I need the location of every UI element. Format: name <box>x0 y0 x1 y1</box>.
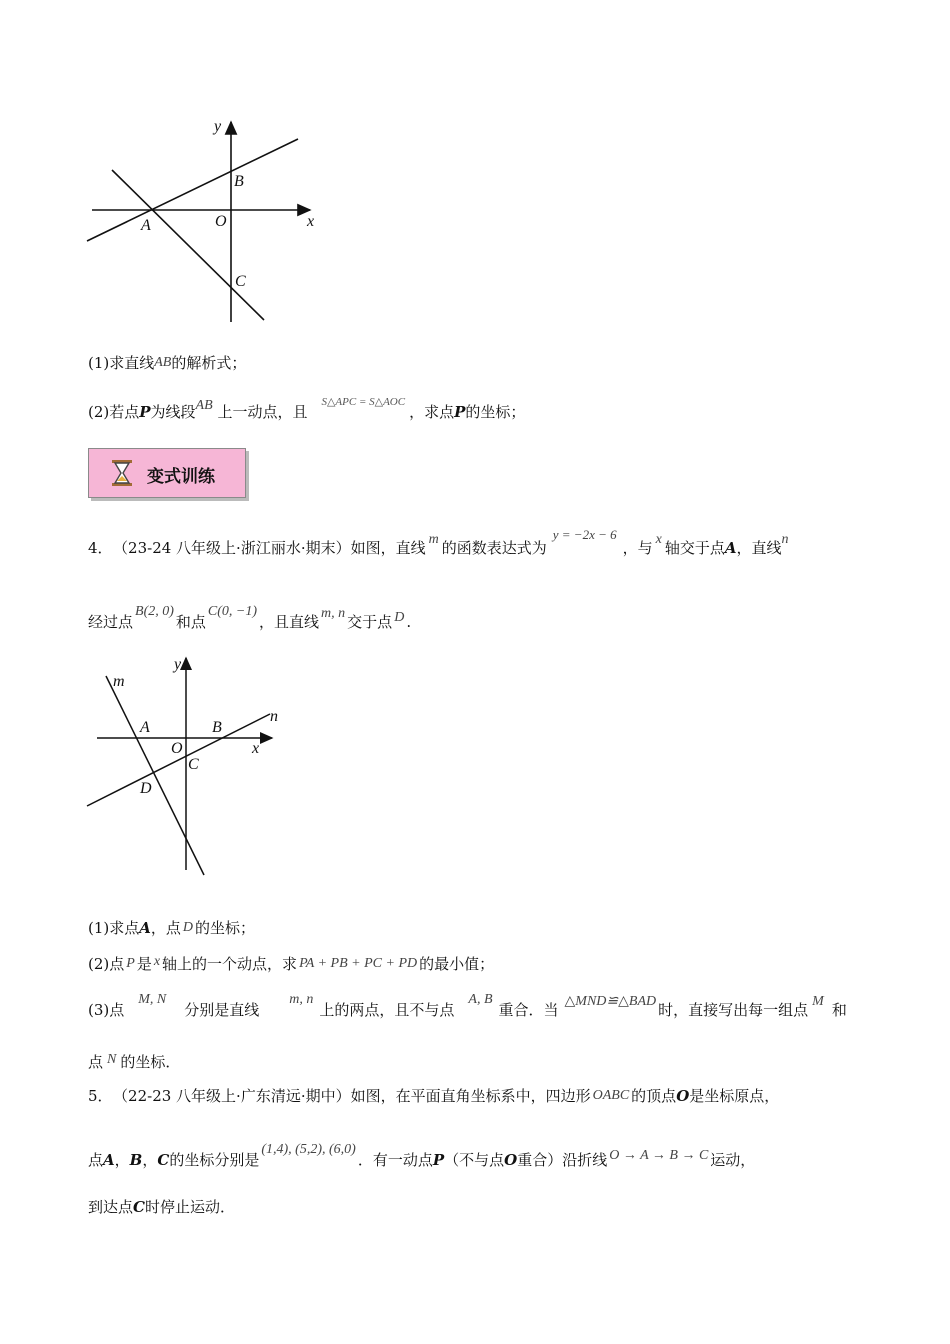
q4-line2: 经过点B(2, 0)和点C(0, −1)，且直线 m, n 交于点 D . <box>88 604 412 631</box>
q5-line3: 到达点C时停止运动． <box>88 1198 235 1216</box>
sum-expression: PA + PB + PC + PD <box>299 956 418 971</box>
label-b: B <box>212 719 222 736</box>
label-o: O <box>215 213 227 230</box>
label-b: B <box>234 173 244 190</box>
label-x: x <box>252 740 260 757</box>
figure-coordinate-lines-ab <box>80 112 330 327</box>
label-y: y <box>174 656 182 673</box>
q3-part1: (1)求直线AB的解析式； <box>88 354 247 372</box>
q4-part2: (2)点 P 是 x 轴上的一个动点，求 PA + PB + PC + PD 的最小值； <box>88 954 495 973</box>
label-d: D <box>140 780 152 797</box>
label-n: n <box>270 708 278 725</box>
figure-lines-m-n <box>82 655 292 880</box>
line-n <box>87 714 270 806</box>
line-m <box>106 676 204 875</box>
q4-part3-line2: 点 N 的坐标． <box>88 1052 181 1071</box>
label-a: A <box>140 719 150 736</box>
banner-label: 变式训练 <box>147 467 215 487</box>
q5-line2: 点A，B，C的坐标分别是(1,4), (5,2), (6,0)．有一动点P（不与点O重合）沿折线 O → A → B → C 运动， <box>88 1142 756 1169</box>
q3-part2: (2)若点P为线段AB 上一动点，且$^{S\triangle APC = S\triangle AOC}$，求点P的坐标； <box>88 396 526 421</box>
label-o: O <box>171 740 183 757</box>
label-x: x <box>307 213 315 230</box>
function-expression: y = −2x − 6 <box>552 527 617 542</box>
label-y: y <box>214 118 222 135</box>
hourglass-icon <box>109 459 135 487</box>
line-ab <box>87 139 298 241</box>
q4-part1: (1)求点A，点 D 的坐标； <box>88 919 256 937</box>
area-equation: S△APC = S△AOC <box>321 396 406 408</box>
q4-line1: 4． （23-24 八年级上·浙江丽水·期末）如图，直线 m 的函数表达式为y = −2x − 6，与 x 轴交于点A，直线n <box>88 527 789 557</box>
path-expression: O → A → B → C <box>609 1148 709 1163</box>
label-a: A <box>141 217 151 234</box>
label-c: C <box>188 756 199 773</box>
q5-line1: 5． （22-23 八年级上·广东清远·期中）如图，在平面直角坐标系中，四边形 OABC 的顶点O是坐标原点， <box>88 1087 780 1105</box>
congruence-expression: △MND≌△BAD <box>564 994 657 1009</box>
q4-part3: (3)点M, N分别是直线m, n上的两点，且不与点A, B重合．当 △MND≌△BAD 时，直接写出每一组点 M 和 <box>88 992 847 1019</box>
variant-training-banner <box>88 448 246 498</box>
math-ab: AB <box>154 355 172 370</box>
coordinates-list: (1,4), (5,2), (6,0) <box>261 1142 356 1157</box>
label-c: C <box>235 273 246 290</box>
label-m: m <box>113 673 125 690</box>
